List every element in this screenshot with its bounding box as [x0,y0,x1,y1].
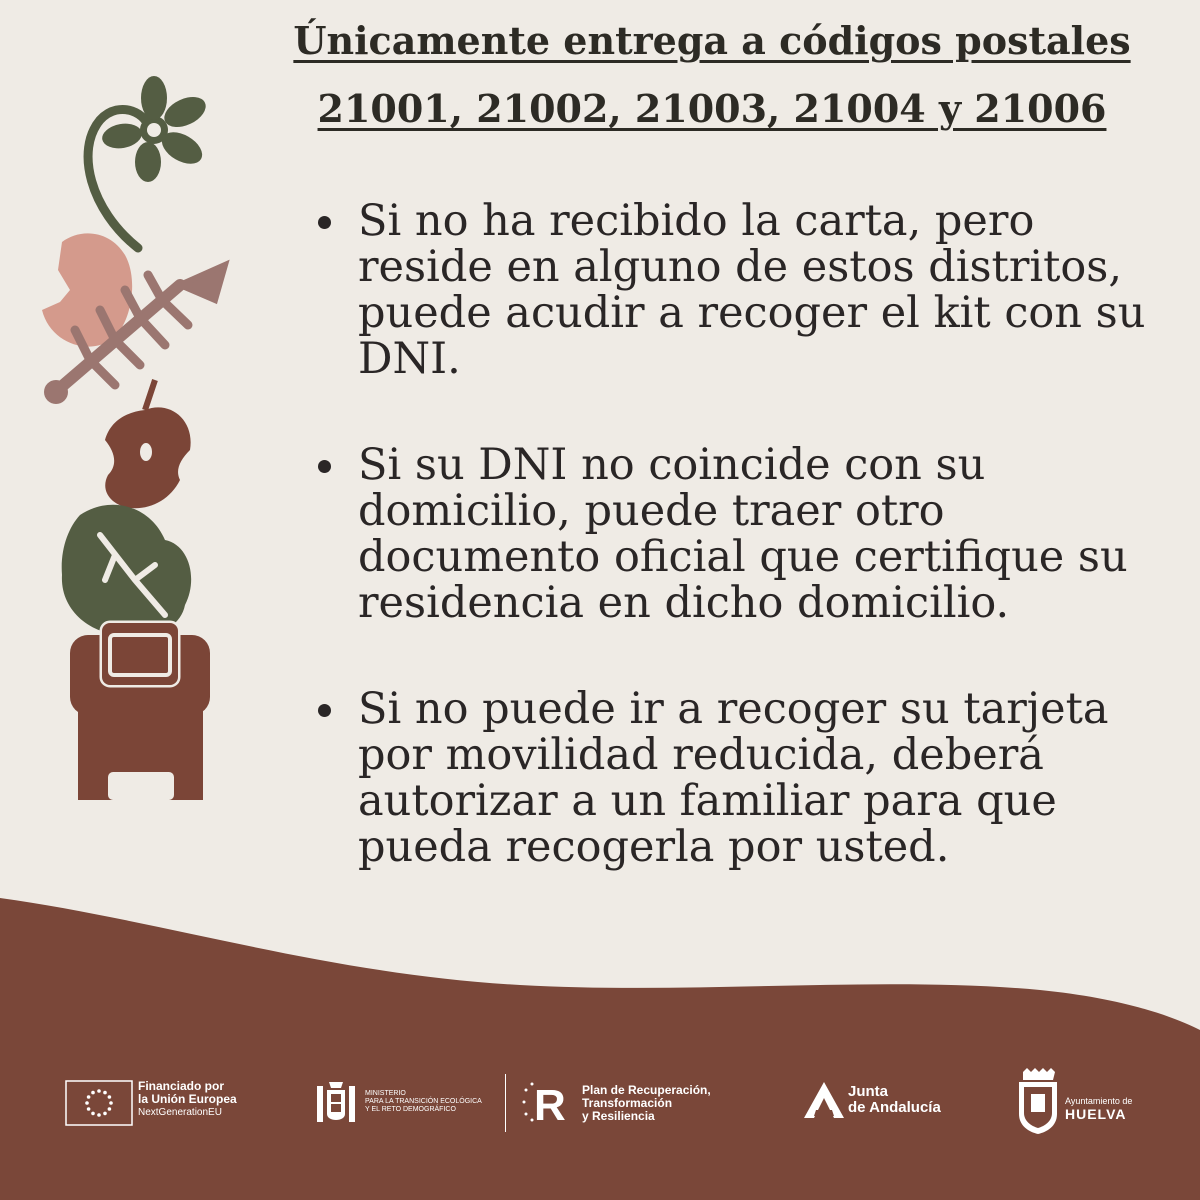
bullet-dot-icon [318,704,331,717]
list-item [318,198,1158,382]
eu-line-3: NextGenerationEU [138,1107,222,1118]
bullet-dot-icon [318,460,331,473]
plan-line-1: Plan de Recuperación, [582,1083,711,1097]
junta-line-1: Junta [848,1083,889,1100]
junta-line-2: de Andalucía [848,1099,941,1116]
funding-logos [0,1060,1200,1140]
plan-r-icon [520,1078,576,1126]
svg-text:R: R [534,1081,566,1126]
apple-core-icon [105,380,191,508]
eu-line-1: Financiado por [138,1079,225,1093]
logo-divider [505,1074,506,1132]
info-list [318,198,1158,870]
spain-coat-of-arms-icon [315,1076,357,1130]
plan-line-3: y Resiliencia [582,1109,655,1123]
plan-line-2: Transformación [582,1096,673,1110]
compost-illustration [30,60,230,810]
list-item-text: Si no puede ir a recoger su tarjeta por movilidad reducida, deberá autorizar a un familiar para que pueda recogerla por usted. [358,684,1109,872]
list-item-text: Si su DNI no coincide con su domicilio, puede traer otro documento oficial que certifique su residencia en dicho domicilio. [358,440,1128,628]
list-item [318,442,1158,626]
ministerio-line-1: MINISTERIO [365,1090,406,1097]
eu-flag-icon [65,1080,133,1126]
eu-line-2: la Unión Europea [138,1092,237,1106]
huelva-line-1: Ayuntamiento de [1065,1096,1133,1106]
bullet-dot-icon [318,216,331,229]
leaf-icon [62,505,191,636]
huelva-line-2: HUELVA [1065,1106,1127,1122]
ministerio-line-3: Y EL RETO DEMOGRÁFICO [365,1106,456,1113]
page-title-line-2: 21001, 21002, 21003, 21004 y 21006 [317,86,1107,131]
flower-icon [88,76,210,248]
huelva-shield-icon [1015,1068,1061,1134]
list-item-text: Si no ha recibido la carta, pero reside en alguno de estos distritos, puede acudir a recoger el kit con su DNI. [358,196,1146,384]
eggshell-icon [42,233,132,346]
list-item [318,686,1158,870]
junta-a-icon [802,1080,846,1120]
ministerio-line-2: PARA LA TRANSICIÓN ECOLÓGICA [365,1098,482,1105]
page-title-line-1: Únicamente entrega a códigos postales [293,18,1131,63]
compost-bin-icon [70,623,210,800]
